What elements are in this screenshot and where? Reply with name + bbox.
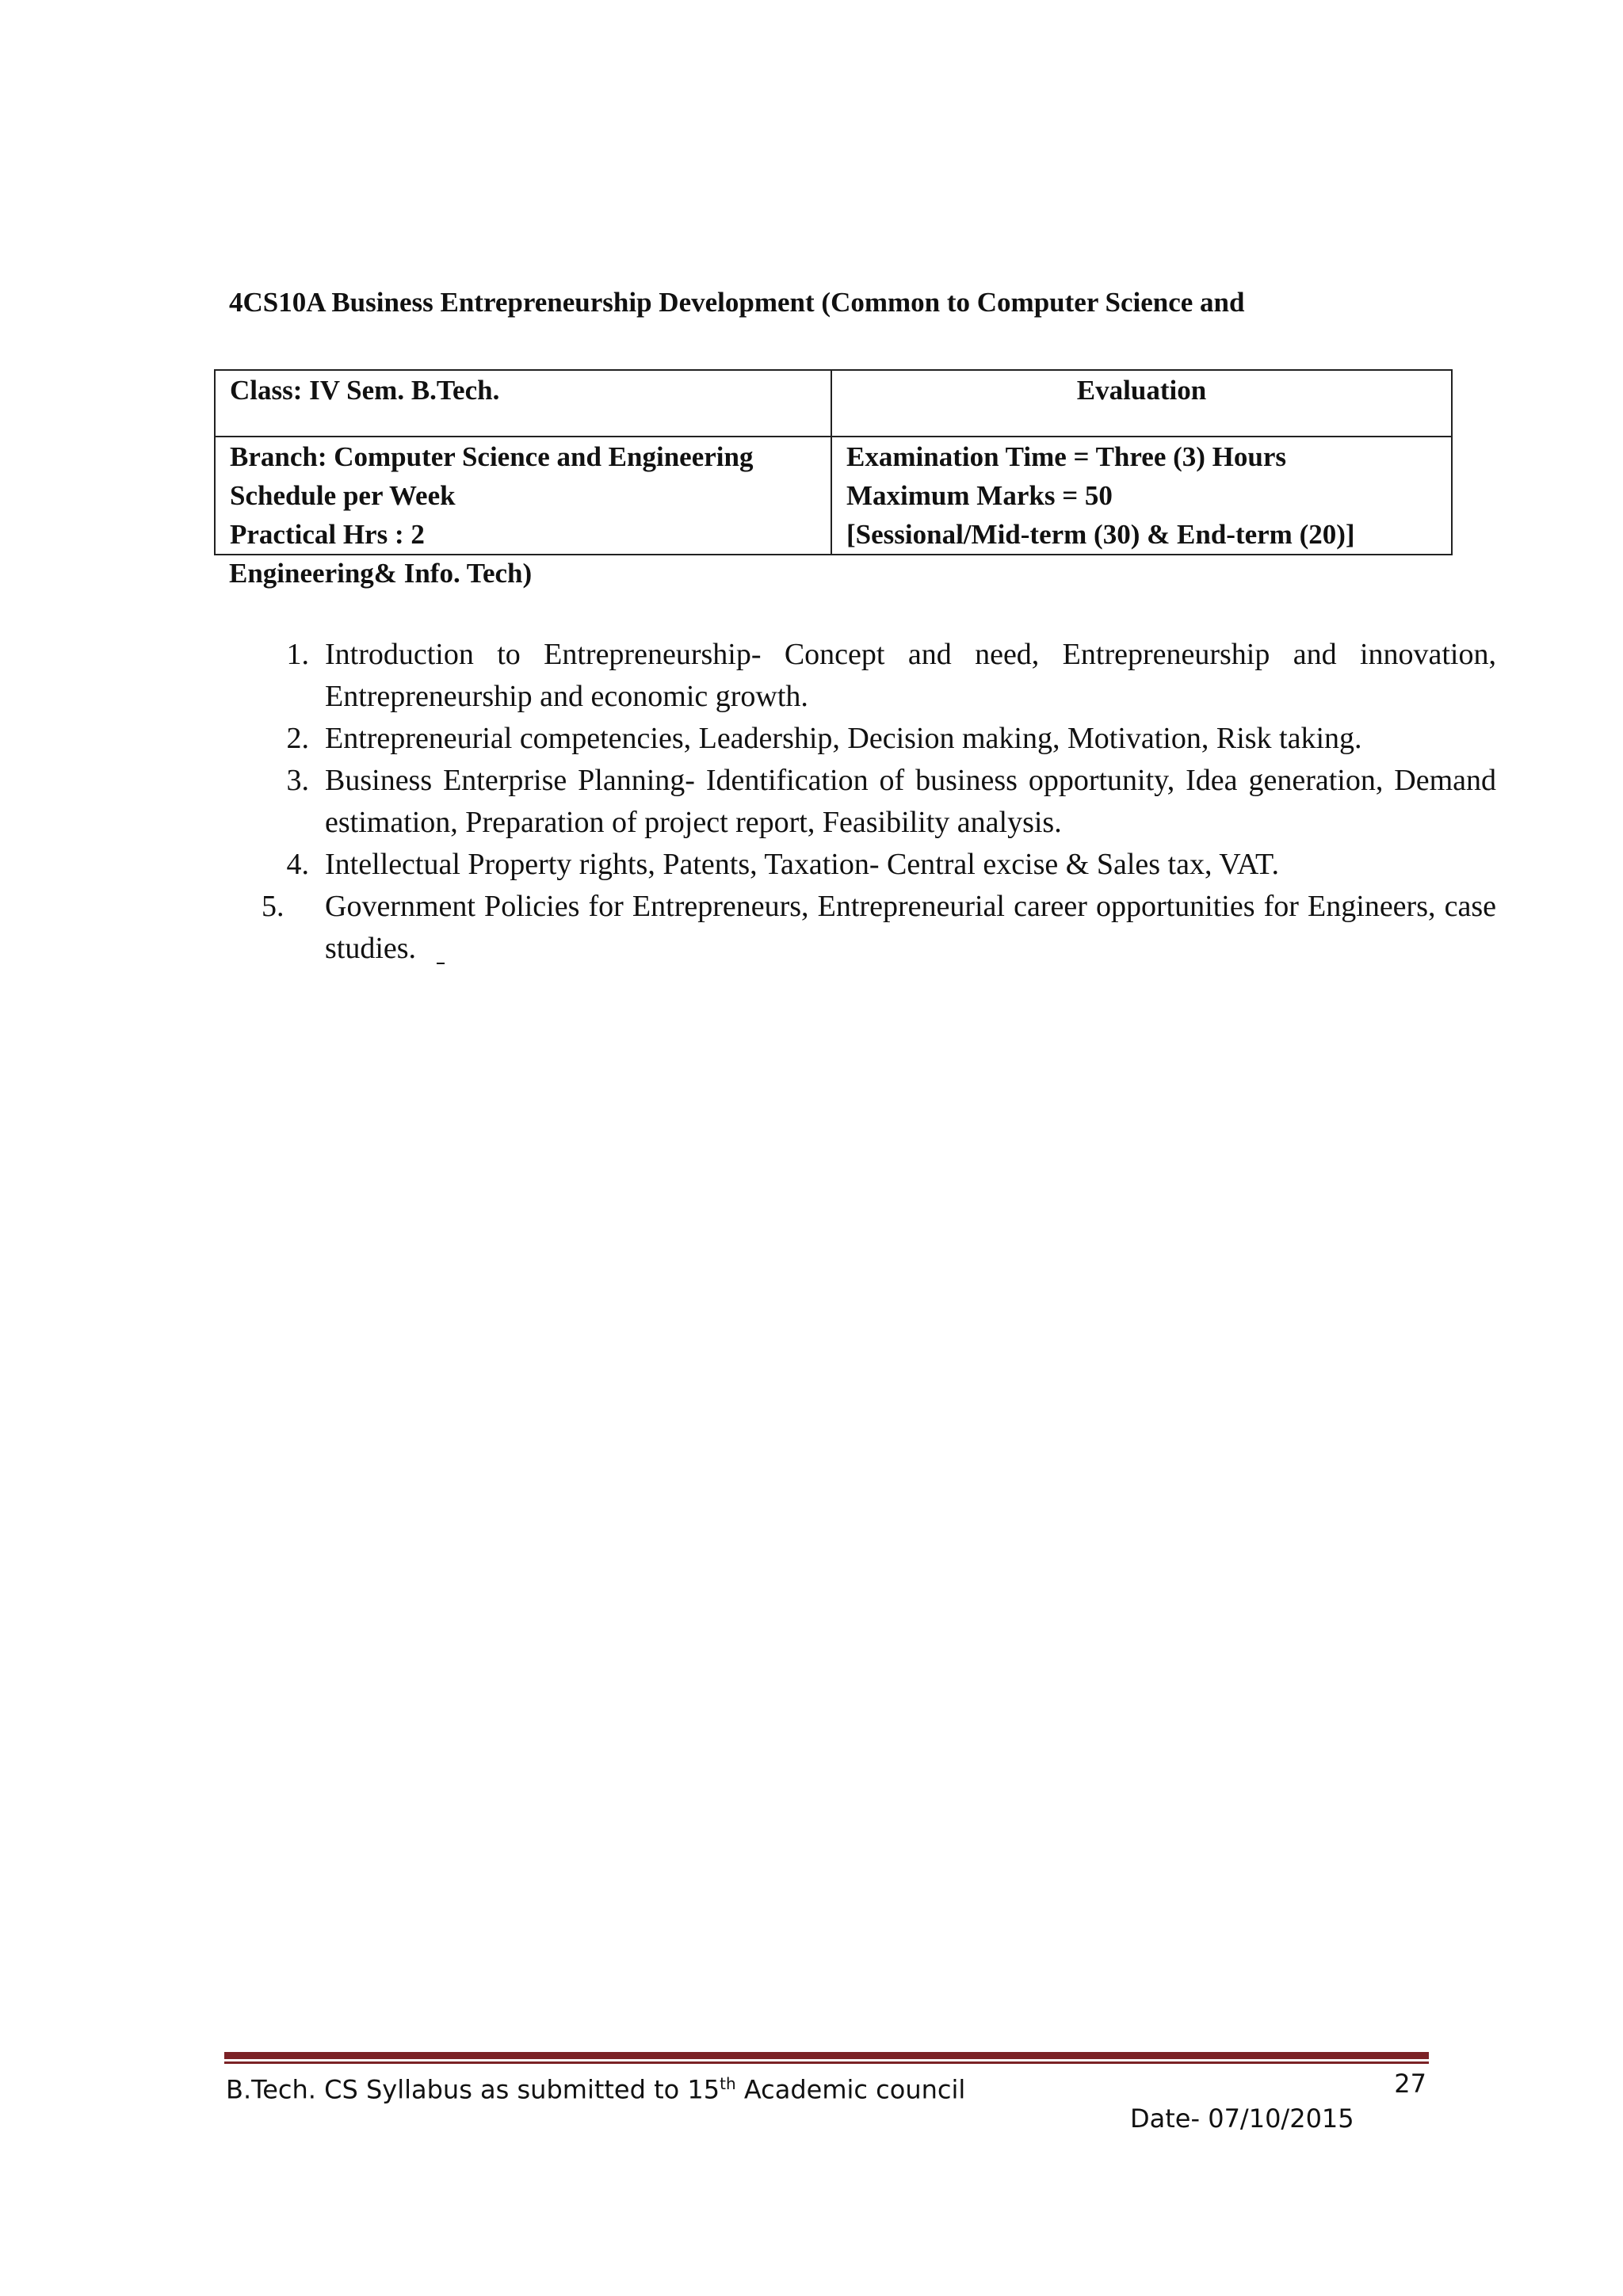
exam-time-text: Examination Time = Three (3) Hours xyxy=(846,441,1287,472)
table-row xyxy=(215,437,1452,555)
page-number: 27 xyxy=(1394,2069,1426,2099)
evaluation-table xyxy=(214,369,1453,555)
footer-text xyxy=(226,2066,965,2107)
item-number: 4. xyxy=(286,848,309,881)
item-text: Government Policies for Entrepreneurs, Entrepreneurial career opportunities for Engineers, case studies. xyxy=(325,890,1496,965)
evaluation-header-cell: Evaluation xyxy=(831,370,1452,437)
footer-text-prefix: B.Tech. CS Syllabus as submitted to 15 xyxy=(226,2074,720,2105)
list-item xyxy=(286,844,1496,886)
footer-rule xyxy=(224,2052,1429,2059)
evaluation-details-cell xyxy=(831,437,1452,555)
practical-hours-text: Practical Hrs : 2 xyxy=(230,519,425,550)
item-number: 1. xyxy=(286,638,309,671)
list-item xyxy=(286,760,1496,844)
course-title-continued: Engineering& Info. Tech) xyxy=(229,558,533,589)
item-text: Business Enterprise Planning- Identification of business opportunity, Idea generation, Demand estimation, Preparation of project report, Feasibility analysis. xyxy=(325,764,1496,839)
footer-rule-thin xyxy=(224,2061,1429,2064)
max-marks-text: Maximum Marks = 50 xyxy=(846,480,1113,511)
dash-mark xyxy=(437,963,445,964)
topics-list xyxy=(262,634,1496,970)
item-number: 3. xyxy=(286,764,309,797)
item-text: Introduction to Entrepreneurship- Concept and need, Entrepreneurship and innovation, Entrepreneurship and economic growth. xyxy=(325,638,1496,713)
footer-ordinal-suffix: th xyxy=(720,2074,736,2093)
item-text: Entrepreneurial competencies, Leadership, Decision making, Motivation, Risk taking. xyxy=(325,722,1362,755)
item-number: 2. xyxy=(286,722,309,755)
marks-split-text: [Sessional/Mid-term (30) & End-term (20)] xyxy=(846,519,1355,550)
list-item xyxy=(286,718,1496,760)
footer-date: Date- 07/10/2015 xyxy=(1130,2103,1354,2134)
course-title: 4CS10A Business Entrepreneurship Development (Common to Computer Science and xyxy=(229,287,1245,318)
list-item xyxy=(286,634,1496,718)
item-number: 5. xyxy=(262,890,285,923)
branch-schedule-cell xyxy=(215,437,831,555)
class-cell: Class: IV Sem. B.Tech. xyxy=(215,370,831,437)
item-text: Intellectual Property rights, Patents, Taxation- Central excise & Sales tax, VAT. xyxy=(325,848,1279,881)
footer-text-suffix: Academic council xyxy=(735,2074,966,2105)
table-row xyxy=(215,370,1452,437)
schedule-text: Schedule per Week xyxy=(230,480,456,511)
branch-text: Branch: Computer Science and Engineering xyxy=(230,441,754,472)
list-item xyxy=(262,886,1496,970)
